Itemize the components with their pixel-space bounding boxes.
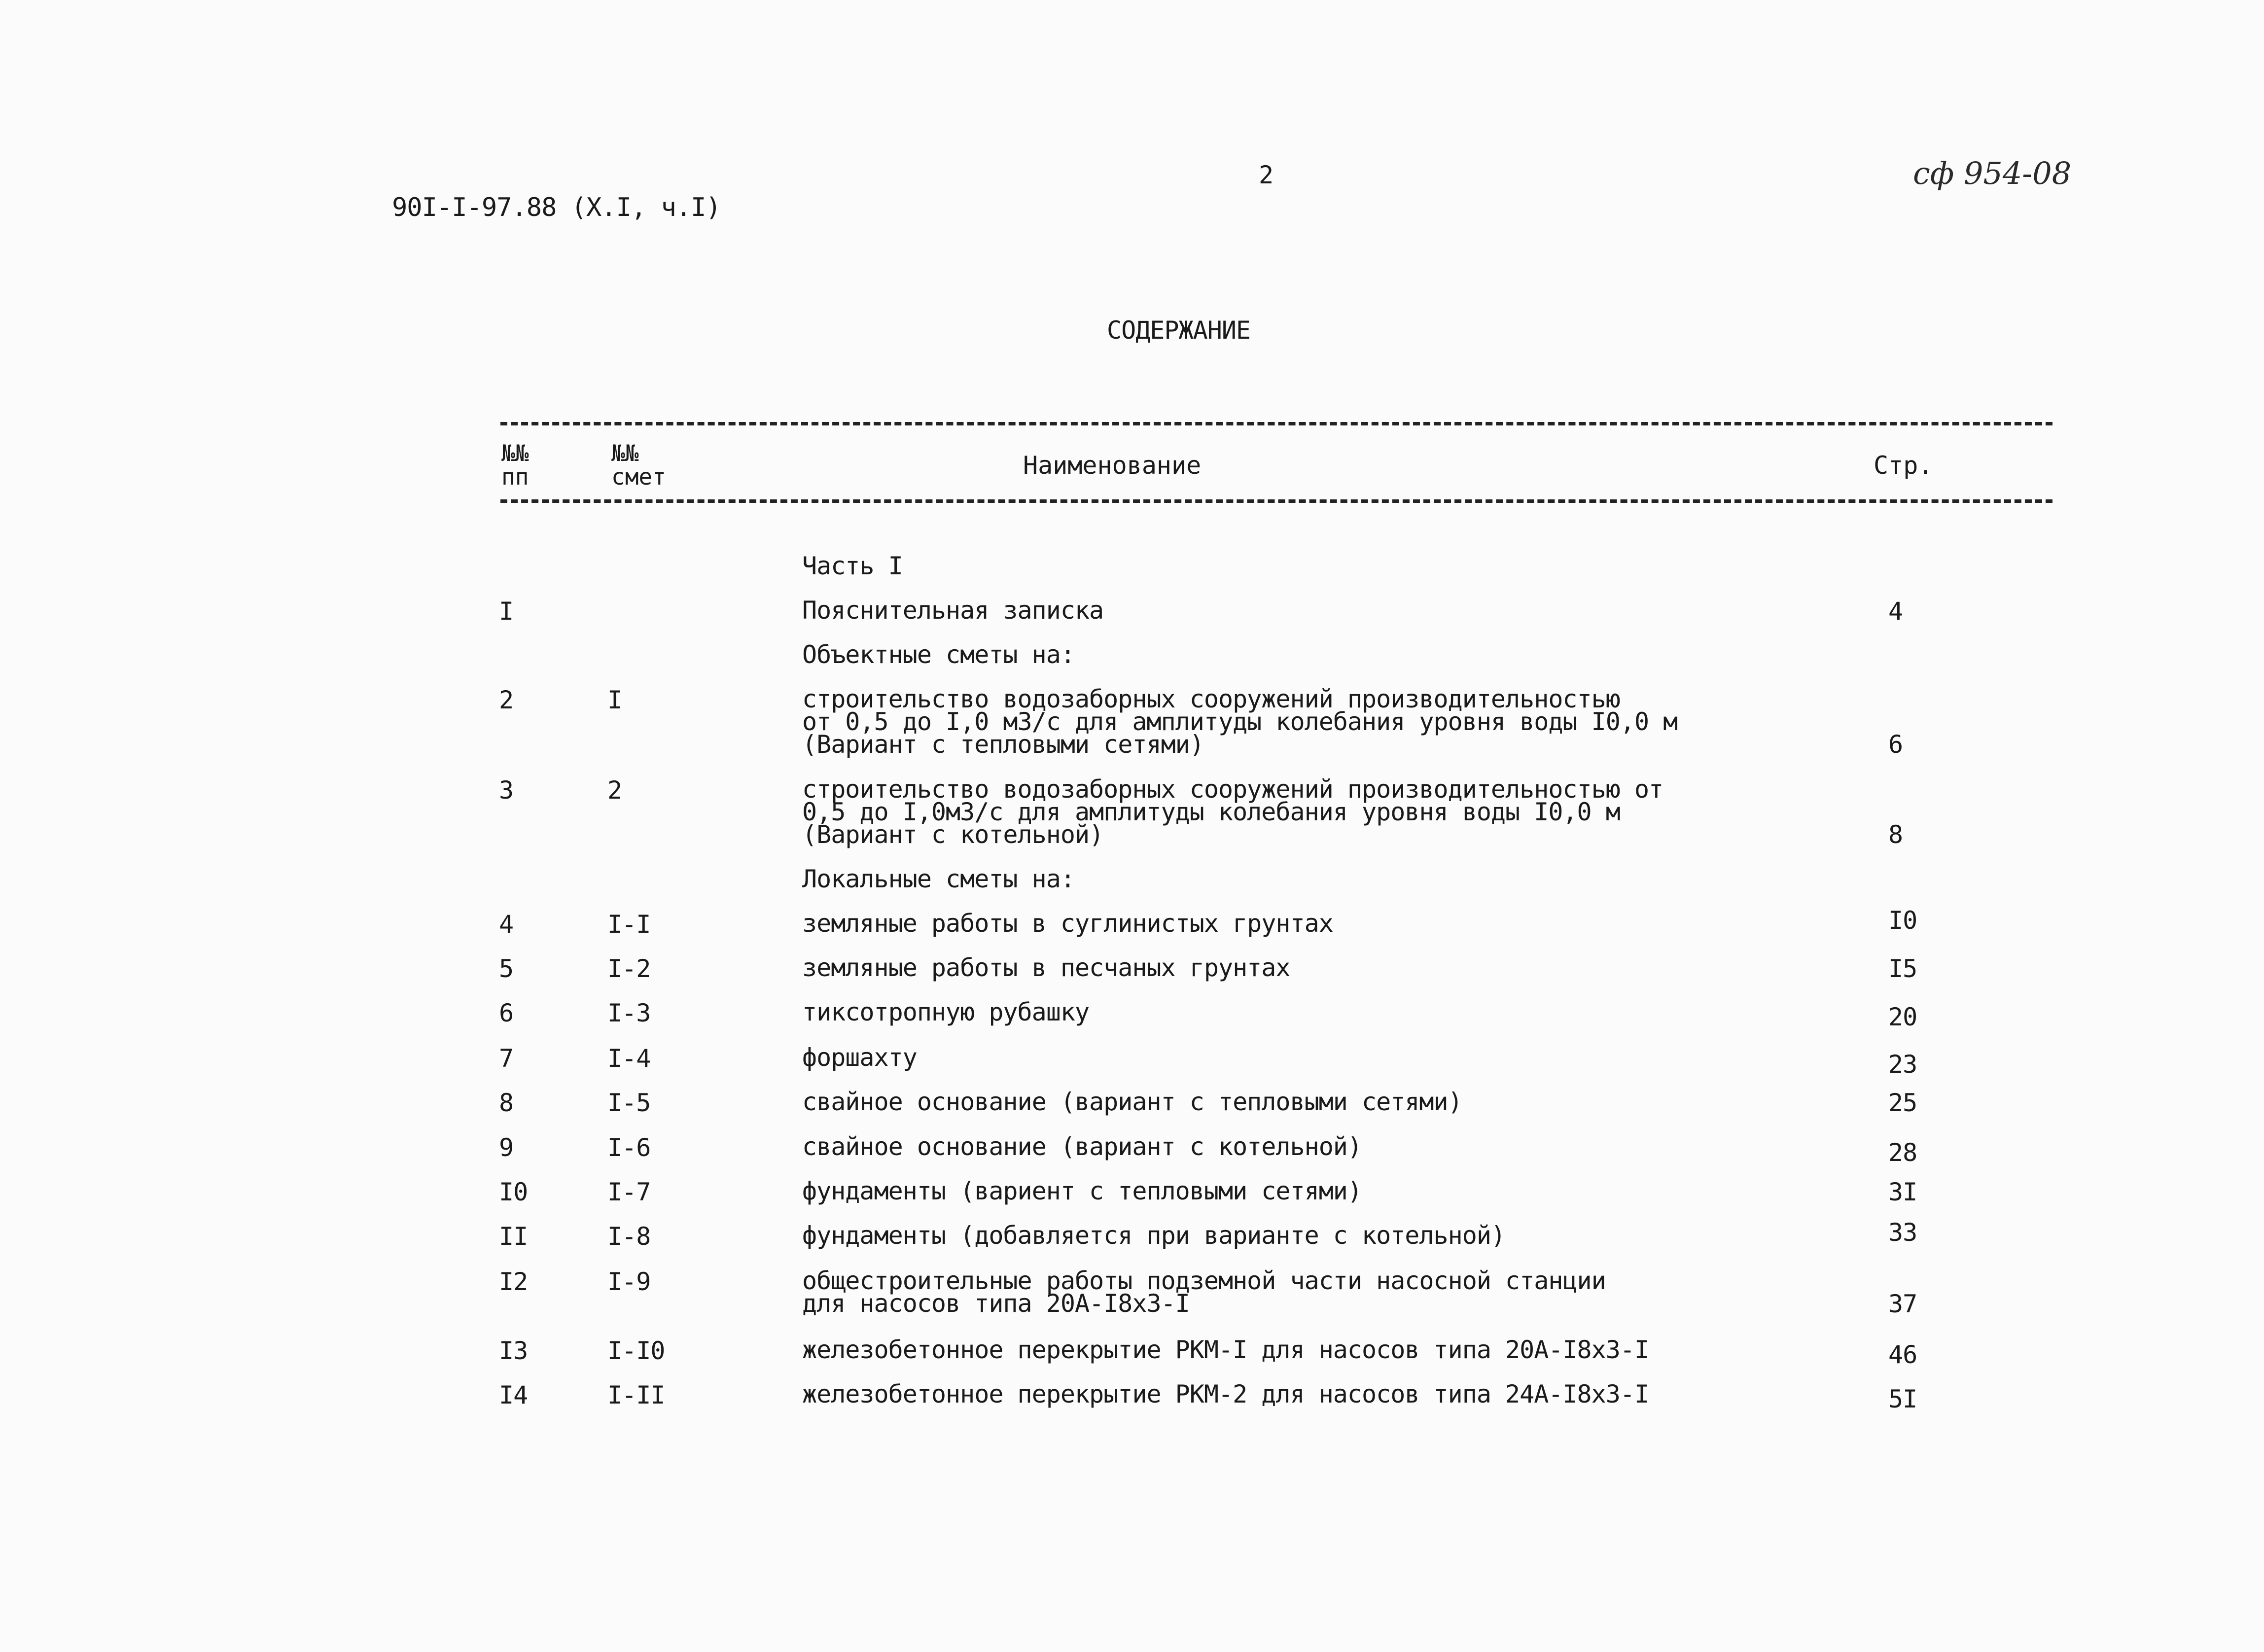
- page-ref: 46: [1888, 1340, 1917, 1369]
- page-ref: 28: [1888, 1138, 1917, 1167]
- page-ref: 3I: [1888, 1178, 1917, 1206]
- item-name: [802, 552, 903, 580]
- estimate-number: I-6: [607, 1133, 651, 1162]
- item-name: [802, 1336, 1649, 1364]
- page-ref: I0: [1888, 906, 1917, 935]
- estimate-number: I-7: [607, 1178, 651, 1206]
- column-header-smet-label: смет: [611, 463, 666, 491]
- item-name-line: (Вариант с котельной): [802, 820, 1104, 849]
- estimate-number: I: [607, 686, 622, 714]
- row-number: 5: [499, 954, 514, 983]
- row-number: II: [499, 1222, 528, 1251]
- column-header-page: Стр.: [1874, 451, 1933, 480]
- column-header-smet: [611, 441, 666, 489]
- column-header-pp-symbol: №№: [501, 440, 529, 466]
- row-number: I: [499, 597, 514, 626]
- item-name: [802, 596, 1104, 625]
- row-number: 2: [499, 686, 514, 714]
- item-name: [802, 1221, 1506, 1250]
- page-ref: 8: [1888, 820, 1903, 849]
- estimate-number: I-8: [607, 1222, 651, 1251]
- page-ref: 37: [1888, 1290, 1917, 1318]
- item-name-line: от 0,5 до I,0 м3/с для амплитуды колебания уровня воды I0,0 м: [802, 707, 1678, 736]
- page-ref: 20: [1888, 1003, 1917, 1031]
- item-name: [802, 909, 1333, 938]
- row-number: I3: [499, 1336, 528, 1365]
- row-number: 4: [499, 910, 514, 939]
- row-number: I2: [499, 1267, 528, 1296]
- item-name-line: для насосов типа 20А-I8х3-I: [802, 1289, 1190, 1318]
- item-name-line: Часть I: [802, 552, 903, 580]
- page-ref: 33: [1888, 1218, 1917, 1247]
- header-bottom-divider: [500, 499, 2052, 503]
- item-name-line: Объектные сметы на:: [802, 640, 1075, 669]
- item-name-line: 0,5 до I,0м3/с для амплитуды колебания уровня воды I0,0 м: [802, 798, 1620, 826]
- item-name: [802, 1380, 1649, 1408]
- page-ref: 5I: [1888, 1385, 1917, 1413]
- estimate-number: 2: [607, 776, 622, 805]
- item-name: [802, 998, 1090, 1026]
- estimate-number: I-I: [607, 910, 651, 939]
- estimate-number: I-5: [607, 1089, 651, 1117]
- page-ref: 6: [1888, 730, 1903, 759]
- column-header-name: Наименование: [1023, 451, 1202, 480]
- item-name-line: железобетонное перекрытие РКМ-2 для насосов типа 24А-I8х3-I: [802, 1380, 1649, 1408]
- estimate-number: I-9: [607, 1267, 651, 1296]
- row-number: 7: [499, 1044, 514, 1073]
- estimate-number: I-2: [607, 954, 651, 983]
- item-name-line: фундаменты (добавляется при варианте с котельной): [802, 1221, 1506, 1250]
- row-number: I0: [499, 1178, 528, 1206]
- page-ref: 23: [1888, 1050, 1917, 1079]
- item-name-line: железобетонное перекрытие РКМ-I для насосов типа 20А-I8х3-I: [802, 1336, 1649, 1364]
- item-name-line: строительство водозаборных сооружений производительностью от: [802, 775, 1663, 804]
- estimate-number: I-I0: [607, 1336, 665, 1365]
- estimate-number: I-II: [607, 1381, 665, 1409]
- estimate-number: I-4: [607, 1044, 651, 1073]
- estimate-number: I-3: [607, 999, 651, 1027]
- item-name: [802, 953, 1290, 982]
- item-name-line: строительство водозаборных сооружений производительностью: [802, 685, 1620, 713]
- item-name-line: тиксотропную рубашку: [802, 998, 1090, 1026]
- item-name: [802, 1132, 1362, 1161]
- handwritten-code: сф 954-08: [1913, 155, 2072, 191]
- row-number: 6: [499, 999, 514, 1027]
- item-name: [802, 1088, 1462, 1116]
- item-name-line: (Вариант с тепловыми сетями): [802, 730, 1204, 759]
- item-name-line: свайное основание (вариант с котельной): [802, 1132, 1362, 1161]
- item-name-line: форшахту: [802, 1043, 917, 1072]
- item-name: [802, 865, 1075, 893]
- item-name: [802, 1266, 1606, 1318]
- item-name: [802, 1043, 917, 1072]
- column-header-pp-label: пп: [501, 463, 529, 491]
- column-header-pp: [501, 441, 529, 489]
- row-number: 8: [499, 1089, 514, 1117]
- page-number: 2: [1259, 161, 1274, 189]
- item-name: [802, 640, 1075, 669]
- page-ref: 25: [1888, 1089, 1917, 1117]
- item-name-line: Локальные сметы на:: [802, 865, 1075, 893]
- column-header-smet-symbol: №№: [611, 440, 639, 466]
- row-number: 3: [499, 776, 514, 805]
- page-ref: I5: [1888, 954, 1917, 983]
- contents-title: СОДЕРЖАНИЕ: [1107, 316, 1251, 345]
- item-name-line: земляные работы в суглинистых грунтах: [802, 909, 1333, 938]
- page-ref: 4: [1888, 597, 1903, 626]
- row-number: 9: [499, 1133, 514, 1162]
- document-code: 90I-I-97.88 (X.I, ч.I): [392, 193, 721, 222]
- item-name-line: свайное основание (вариант с тепловыми сетями): [802, 1088, 1462, 1116]
- item-name: [802, 775, 1663, 849]
- item-name: [802, 685, 1678, 759]
- item-name: [802, 1177, 1362, 1205]
- header-top-divider: [500, 422, 2052, 425]
- item-name-line: фундаменты (вариент с тепловыми сетями): [802, 1177, 1362, 1205]
- item-name-line: земляные работы в песчаных грунтах: [802, 953, 1290, 982]
- row-number: I4: [499, 1381, 528, 1409]
- item-name-line: общестроительные работы подземной части насосной станции: [802, 1266, 1606, 1295]
- item-name-line: Пояснительная записка: [802, 596, 1104, 625]
